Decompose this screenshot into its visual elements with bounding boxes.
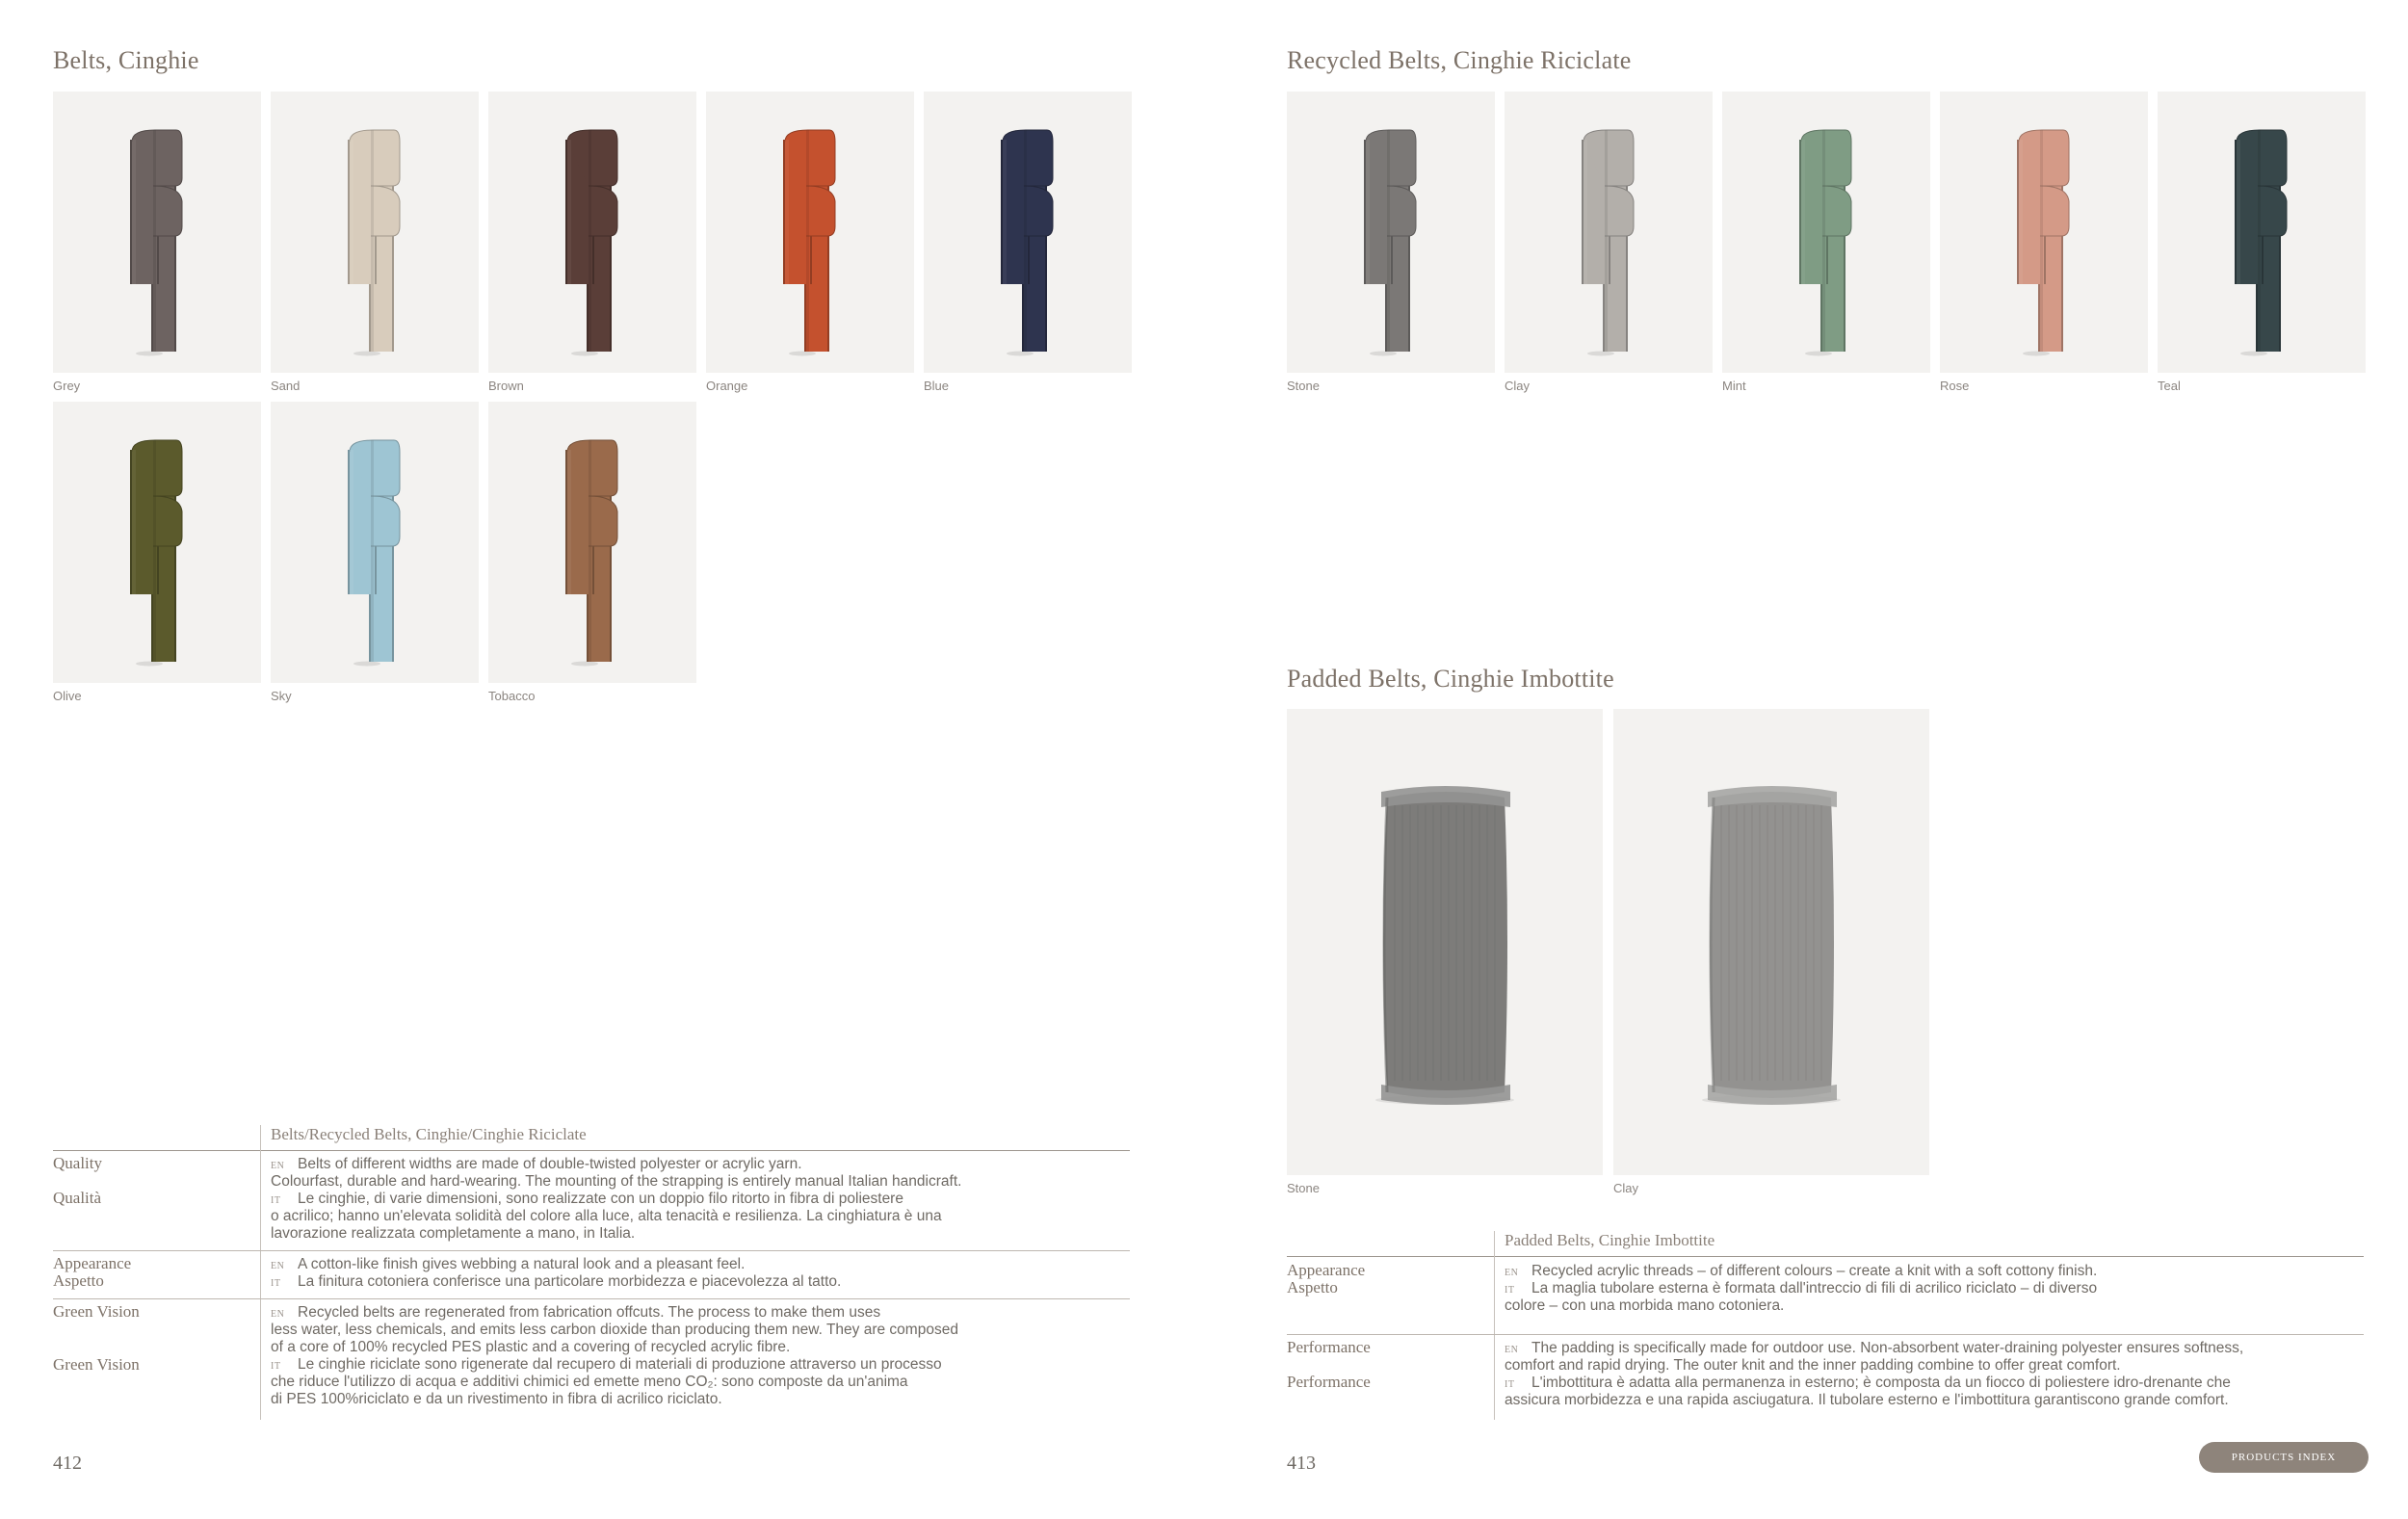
quality-text-en-2: Colourfast, durable and hard-wearing. The mounting of the strapping is entirely manual Italian handicraft. xyxy=(271,1173,962,1190)
performance-text-en-2: comfort and rapid drying. The outer knit and the inner padding combine to offer great comfort. xyxy=(1505,1357,2121,1374)
green-vision-text-it: IT Le cinghie riciclate sono rigenerate dal recupero di materiali di produzione attraverso un processo xyxy=(271,1356,942,1373)
swatch-sand xyxy=(271,92,479,400)
swatch-label: Teal xyxy=(2158,379,2181,393)
quality-label-it: Qualità xyxy=(53,1189,102,1207)
belt-image xyxy=(706,92,914,373)
quality-text-it: IT Le cinghie, di varie dimensioni, sono realizzate con un doppio filo ritorto in fibra di poliestere xyxy=(271,1191,903,1207)
section-title-padded-belts: Padded Belts, Cinghie Imbottite xyxy=(1287,665,1614,693)
section-title-recycled-belts: Recycled Belts, Cinghie Riciclate xyxy=(1287,46,1632,74)
performance-label-it: Performance xyxy=(1287,1373,1371,1391)
belt-image xyxy=(924,92,1132,373)
page-number-right: 413 xyxy=(1287,1453,1316,1474)
swatch-orange xyxy=(706,92,914,400)
appearance-text-en: EN Recycled acrylic threads – of different colours – create a knit with a soft cottony finish. xyxy=(1505,1263,2098,1279)
appearance-label-en: Appearance xyxy=(1287,1261,1366,1279)
swatch-label: Rose xyxy=(1940,379,1970,393)
belt-image xyxy=(488,92,696,373)
appearance-text-en: EN A cotton-like finish gives webbing a natural look and a pleasant feel. xyxy=(271,1256,746,1272)
quality-text-it-2: o acrilico; hanno un'elevata solidità del colore alla luce, alta tenacità e resilienza. La cinghiatura è una xyxy=(271,1208,942,1224)
swatch-clay xyxy=(1505,92,1713,400)
swatch-label: Sky xyxy=(271,689,292,703)
belt-image xyxy=(271,402,479,683)
padded-swatch-clay xyxy=(1613,709,1929,1202)
swatch-label: Grey xyxy=(53,379,81,393)
spec-table-header: Belts/Recycled Belts, Cinghie/Cinghie Riciclate xyxy=(271,1125,587,1143)
belt-image xyxy=(2158,92,2366,373)
swatch-mint xyxy=(1722,92,1930,400)
divider xyxy=(1287,1334,2364,1335)
quality-label-en: Quality xyxy=(53,1154,102,1172)
belt-image xyxy=(1505,92,1713,373)
column-divider xyxy=(260,1125,261,1420)
quality-text-en: EN Belts of different widths are made of double-twisted polyester or acrylic yarn. xyxy=(271,1156,802,1172)
performance-label-en: Performance xyxy=(1287,1338,1371,1356)
green-vision-text-en-3: of a core of 100% recycled PES plastic and a covering of recycled acrylic fibre. xyxy=(271,1339,791,1355)
appearance-label-it: Aspetto xyxy=(1287,1278,1338,1296)
swatch-label: Brown xyxy=(488,379,524,393)
belt-image xyxy=(1940,92,2148,373)
divider xyxy=(53,1150,1130,1151)
swatch-label: Olive xyxy=(53,689,82,703)
swatch-olive xyxy=(53,402,261,710)
green-vision-text-en-2: less water, less chemicals, and emits less carbon dioxide than producing them new. They are composed xyxy=(271,1322,958,1338)
cushion-image xyxy=(1613,709,1929,1175)
swatch-label: Clay xyxy=(1505,379,1531,393)
performance-text-it: IT L'imbottitura è adatta alla permanenza in esterno; è composta da un fiocco di poliestere idro-drenante che xyxy=(1505,1375,2231,1391)
belt-image xyxy=(1287,92,1495,373)
belt-image xyxy=(53,402,261,683)
products-index-button[interactable]: PRODUCTS INDEX xyxy=(2199,1442,2369,1473)
swatch-label: Sand xyxy=(271,379,301,393)
swatch-grey xyxy=(53,92,261,400)
green-vision-label-it: Green Vision xyxy=(53,1355,140,1374)
quality-text-it-3: lavorazione realizzata completamente a mano, in Italia. xyxy=(271,1225,636,1242)
swatch-brown xyxy=(488,92,696,400)
appearance-label-en: Appearance xyxy=(53,1254,132,1272)
page-number-left: 412 xyxy=(53,1453,82,1474)
green-vision-text-en: EN Recycled belts are regenerated from fabrication offcuts. The process to make them uses xyxy=(271,1304,881,1321)
divider xyxy=(53,1250,1130,1251)
green-vision-label-en: Green Vision xyxy=(53,1302,140,1321)
performance-text-it-2: assicura morbidezza e una rapida asciugatura. Il tubolare esterno e l'imbottitura garantiscono grande comfort. xyxy=(1505,1392,2229,1408)
appearance-text-it: IT La maglia tubolare esterna è formata dall'intreccio di fili di acrilico riciclato – di diverso xyxy=(1505,1280,2098,1296)
swatch-label: Blue xyxy=(924,379,950,393)
belt-image xyxy=(488,402,696,683)
swatch-sky xyxy=(271,402,479,710)
divider xyxy=(1287,1256,2364,1257)
swatch-tobacco xyxy=(488,402,696,710)
padded-swatch-stone xyxy=(1287,709,1603,1202)
swatch-rose xyxy=(1940,92,2148,400)
swatch-label: Tobacco xyxy=(488,689,536,703)
performance-text-en: EN The padding is specifically made for outdoor use. Non-absorbent water-draining polyester ensures softness, xyxy=(1505,1340,2244,1356)
belt-image xyxy=(1722,92,1930,373)
swatch-label: Stone xyxy=(1287,1181,1320,1195)
swatch-label: Stone xyxy=(1287,379,1320,393)
column-divider xyxy=(1494,1231,1495,1420)
swatch-teal xyxy=(2158,92,2366,400)
swatch-label: Mint xyxy=(1722,379,1746,393)
section-title-belts: Belts, Cinghie xyxy=(53,46,199,74)
belt-image xyxy=(53,92,261,373)
appearance-text-it-2: colore – con una morbida mano cotoniera. xyxy=(1505,1297,1785,1314)
green-vision-text-it-2: che riduce l'utilizzo di acqua e additivi chimici ed emette meno CO₂: sono composte da un'anima xyxy=(271,1374,908,1390)
swatch-label: Orange xyxy=(706,379,748,393)
swatch-label: Clay xyxy=(1613,1181,1639,1195)
divider xyxy=(53,1298,1130,1299)
green-vision-text-it-3: di PES 100%riciclato e da un rivestimento in fibra di acrilico riciclato. xyxy=(271,1391,722,1407)
swatch-stone xyxy=(1287,92,1495,400)
appearance-label-it: Aspetto xyxy=(53,1271,104,1290)
swatch-blue xyxy=(924,92,1132,400)
appearance-text-it: IT La finitura cotoniera conferisce una particolare morbidezza e piacevolezza al tatto. xyxy=(271,1273,842,1290)
spec-table-header: Padded Belts, Cinghie Imbottite xyxy=(1505,1231,1715,1249)
cushion-image xyxy=(1287,709,1603,1175)
belt-image xyxy=(271,92,479,373)
